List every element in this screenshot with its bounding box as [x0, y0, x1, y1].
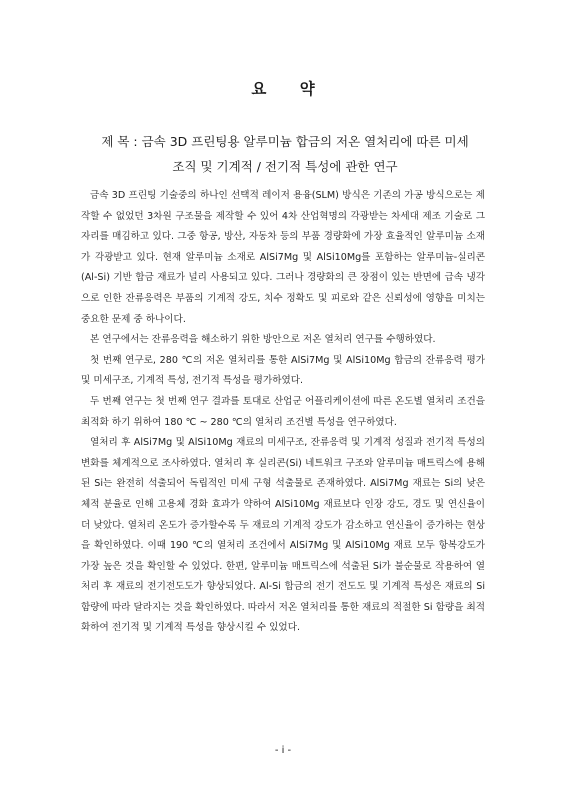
page-heading: 요 약: [251, 79, 329, 98]
page-number: - i -: [274, 745, 292, 756]
abstract-paragraph: 두 번째 연구는 첫 번째 연구 결과를 토대로 산업군 어플리케이션에 따른 온도별 열처리 조건을 최적화 하기 위하여 180 ℃ ~ 280 ℃의 열처리 조건별 특성을 연구하였다.: [81, 395, 485, 428]
abstract-paragraph: 열처리 후 AlSi7Mg 및 AlSi10Mg 재료의 미세구조, 잔류응력 및 기계적 성질과 전기적 특성의 변화를 체계적으로 조사하였다. 열처리 후 실리콘(Si) 네트워크 구조와 알루미늄 매트릭스에 용해된 Si는 완전히 석출되어 독립적인 미세 구형 석출물로 존재하였다. AlSi7Mg 재료는 Si의 낮은 체적 분율로 인해 고용체 경화 효과가 약하여 AlSi10Mg 재료보다 인장 강도, 경도 및 연신율이 더 낮았다. 열처리 온도가 증가할수록 두 재료의 기계적 강도가 감소하고 연신율이 증가하는 현상을 확인하였다. 이때 190 ℃의 열처리 조건에서 AlSi7Mg 및 AlSi10Mg 재료 모두 항복강도가 가장 높은 것을 확인할 수 있었다. 한편, 알루미늄 매트릭스에 석출된 Si가 불순물로 작용하여 열처리 후 재료의 전기전도도가 향상되었다. Al-Si 합금의 전기 전도도 및 기계적 특성은 재료의 Si 함량에 따라 달라지는 것을 확인하였다. 따라서 저온 열처리를 통한 재료의 적절한 Si 함량을 최적화하여 전기적 및 기계적 특성을 향상시킬 수 있었다.: [81, 437, 485, 634]
abstract-body: [81, 186, 485, 639]
thesis-title-line-1: 제 목 : 금속 3D 프린팅용 알루미늄 합금의 저온 열처리에 따른 미세: [101, 134, 469, 149]
abstract-paragraph: 본 연구에서는 잔류응력을 해소하기 위한 방안으로 저온 열처리 연구를 수행하였다.: [90, 334, 436, 346]
thesis-title: [60, 129, 510, 179]
abstract-paragraph: 금속 3D 프린팅 기술중의 하나인 선택적 레이저 용융(SLM) 방식은 기존의 가공 방식으로는 제작할 수 없었던 3차원 구조물을 제작할 수 있어 4차 산업혁명의 각광받는 차세대 제조 기술로 그 자리를 매김하고 있다. 그중 항공, 방산, 자동차 등의 부품 경량화에 가장 효율적인 알루미늄 소재가 각광받고 있다. 현재 알루미늄 소재로 AlSi7Mg 및 AlSi10Mg를 포함하는 알루미늄-실리콘(Al-Si) 기반 합금 재료가 널리 사용되고 있다. 그러나 경량화의 큰 장점이 있는 반면에 급속 냉각으로 인한 잔류응력은 부품의 기계적 강도, 치수 정확도 및 피로와 같은 신뢰성에 영향을 미치는 중요한 문제 중 하나이다.: [81, 190, 485, 325]
abstract-paragraph: 첫 번째 연구로, 280 ℃의 저온 열처리를 통한 AlSi7Mg 및 AlSi10Mg 합금의 잔류응력 평가 및 미세구조, 기계적 특성, 전기적 특성을 평가하였다.: [81, 354, 485, 387]
thesis-title-line-2: 조직 및 기계적 / 전기적 특성에 관한 연구: [172, 159, 398, 174]
